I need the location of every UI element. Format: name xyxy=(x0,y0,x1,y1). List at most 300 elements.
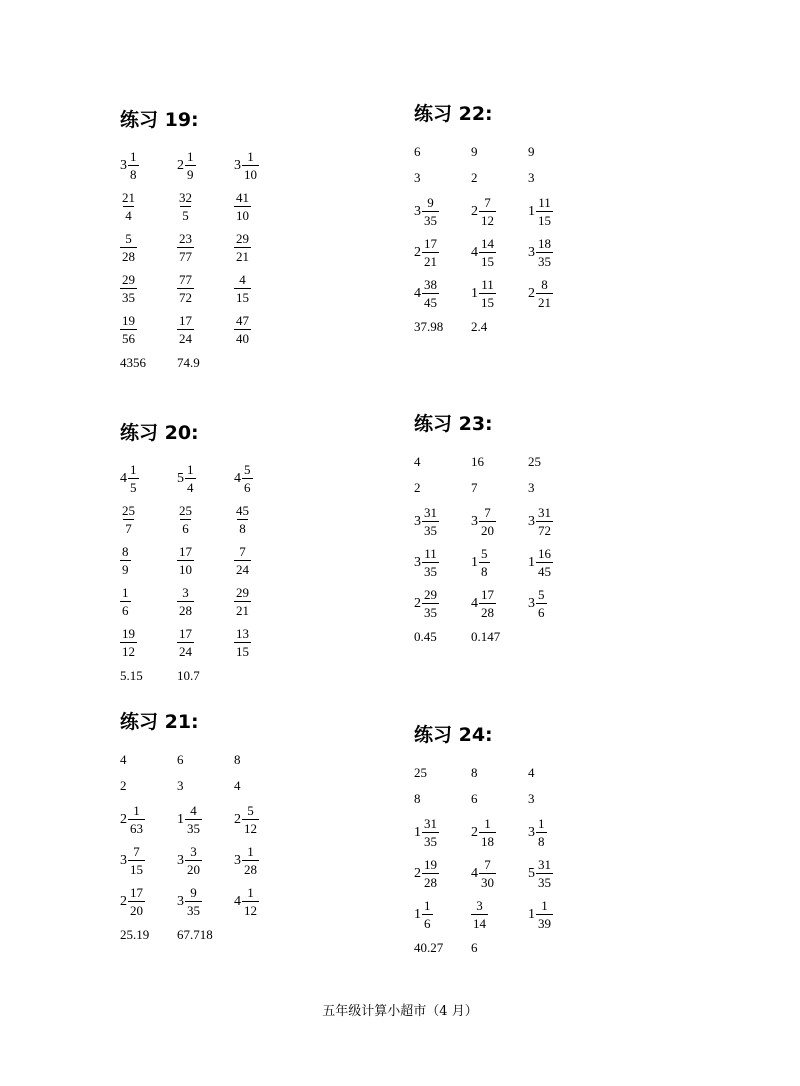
answer-item xyxy=(234,458,253,499)
denominator: 20 xyxy=(187,862,200,877)
denominator: 28 xyxy=(122,249,135,264)
value-row xyxy=(414,314,714,340)
fraction xyxy=(234,272,251,305)
answer-item xyxy=(528,449,541,475)
fraction xyxy=(536,277,553,310)
fraction xyxy=(120,190,137,223)
fraction xyxy=(234,626,251,659)
denominator: 20 xyxy=(130,903,143,918)
denominator: 21 xyxy=(538,295,551,310)
answer-item xyxy=(234,268,251,309)
denominator: 24 xyxy=(236,562,249,577)
whole-number: 4 xyxy=(471,865,478,881)
answer-item xyxy=(471,314,487,340)
denominator: 9 xyxy=(122,562,129,577)
fraction xyxy=(479,236,496,269)
denominator: 15 xyxy=(538,213,551,228)
numerator: 17 xyxy=(179,313,192,328)
answer-value: 4 xyxy=(528,765,535,780)
answer-item xyxy=(471,191,496,232)
fraction-row xyxy=(414,273,714,314)
whole-number: 3 xyxy=(528,824,535,840)
fraction xyxy=(128,885,145,918)
fraction xyxy=(422,816,439,849)
value-row xyxy=(414,449,714,475)
answer-item xyxy=(120,773,127,799)
numerator: 1 xyxy=(187,462,194,477)
whole-number: 4 xyxy=(471,244,478,260)
answer-item xyxy=(177,540,194,581)
fraction xyxy=(177,313,194,346)
answer-item xyxy=(471,501,496,542)
numerator: 38 xyxy=(424,277,437,292)
fraction xyxy=(177,190,194,223)
answer-item xyxy=(177,268,194,309)
answer-item xyxy=(528,853,553,894)
whole-number: 3 xyxy=(120,852,127,868)
denominator: 12 xyxy=(244,903,257,918)
fraction-row xyxy=(414,853,714,894)
answer-value: 4356 xyxy=(120,355,146,370)
whole-number: 3 xyxy=(120,157,127,173)
numerator: 1 xyxy=(424,898,431,913)
fraction xyxy=(536,546,553,579)
answer-item xyxy=(177,622,194,663)
fraction xyxy=(479,277,496,310)
fraction xyxy=(536,816,547,849)
whole-number: 4 xyxy=(414,285,421,301)
fraction-row xyxy=(120,458,420,499)
numerator: 7 xyxy=(484,857,491,872)
fraction xyxy=(479,816,496,849)
answer-item xyxy=(120,840,145,881)
denominator: 4 xyxy=(125,208,132,223)
answer-item xyxy=(234,309,251,350)
whole-number: 3 xyxy=(414,554,421,570)
value-row xyxy=(120,663,420,689)
numerator: 1 xyxy=(133,803,140,818)
whole-number: 4 xyxy=(234,470,241,486)
denominator: 14 xyxy=(473,916,486,931)
denominator: 8 xyxy=(538,834,545,849)
answer-item xyxy=(414,475,421,501)
fraction xyxy=(479,195,496,228)
exercise-19 xyxy=(120,108,420,376)
numerator: 1 xyxy=(247,149,254,164)
numerator: 17 xyxy=(179,626,192,641)
answer-value: 25 xyxy=(528,454,541,469)
answer-value: 8 xyxy=(471,765,478,780)
exercise-20 xyxy=(120,421,420,689)
answer-item xyxy=(528,232,553,273)
answer-value: 7 xyxy=(471,480,478,495)
fraction xyxy=(128,844,145,877)
answer-item xyxy=(120,227,137,268)
fraction xyxy=(536,236,553,269)
answer-item xyxy=(234,747,241,773)
answer-item xyxy=(528,894,553,935)
answer-value: 4 xyxy=(414,454,421,469)
whole-number: 2 xyxy=(414,244,421,260)
fraction xyxy=(177,544,194,577)
whole-number: 5 xyxy=(528,865,535,881)
fraction xyxy=(479,587,496,620)
answer-item xyxy=(120,663,143,689)
fraction-row xyxy=(414,542,714,583)
answer-item xyxy=(120,581,131,622)
answer-value: 9 xyxy=(528,144,535,159)
answer-item xyxy=(414,786,421,812)
numerator: 32 xyxy=(179,190,192,205)
denominator: 63 xyxy=(130,821,143,836)
fraction xyxy=(177,585,194,618)
numerator: 17 xyxy=(130,885,143,900)
fraction xyxy=(242,885,259,918)
whole-number: 4 xyxy=(234,893,241,909)
answer-item xyxy=(471,139,478,165)
answer-item xyxy=(177,581,194,622)
denominator: 35 xyxy=(187,903,200,918)
numerator: 11 xyxy=(538,195,551,210)
numerator: 19 xyxy=(424,857,437,872)
fraction-row xyxy=(120,581,420,622)
denominator: 15 xyxy=(481,295,494,310)
answer-item xyxy=(177,881,202,922)
whole-number: 3 xyxy=(414,513,421,529)
numerator: 25 xyxy=(122,503,135,518)
answer-value: 4 xyxy=(120,752,127,767)
fraction xyxy=(242,462,253,495)
fraction-row xyxy=(414,501,714,542)
denominator: 28 xyxy=(244,862,257,877)
fraction xyxy=(422,898,433,931)
whole-number: 2 xyxy=(120,893,127,909)
answer-item xyxy=(414,760,427,786)
answer-item xyxy=(120,540,131,581)
section-title: 练习 22: xyxy=(414,103,493,125)
fraction-row xyxy=(414,232,714,273)
numerator: 29 xyxy=(236,585,249,600)
whole-number: 3 xyxy=(528,595,535,611)
numerator: 4 xyxy=(239,272,246,287)
fraction xyxy=(422,587,439,620)
numerator: 13 xyxy=(236,626,249,641)
denominator: 10 xyxy=(236,208,249,223)
page-footer: 五年级计算小超市（4 月） xyxy=(322,1004,478,1019)
whole-number: 3 xyxy=(234,157,241,173)
answer-item xyxy=(177,309,194,350)
denominator: 7 xyxy=(125,521,132,536)
numerator: 47 xyxy=(236,313,249,328)
fraction xyxy=(234,313,251,346)
denominator: 15 xyxy=(236,290,249,305)
whole-number: 3 xyxy=(177,893,184,909)
denominator: 6 xyxy=(424,916,431,931)
fraction-row xyxy=(120,799,420,840)
answer-item xyxy=(414,501,439,542)
answer-item xyxy=(120,458,139,499)
answer-item xyxy=(414,894,433,935)
answer-item xyxy=(528,812,547,853)
answer-item xyxy=(471,273,496,314)
whole-number: 2 xyxy=(414,865,421,881)
numerator: 41 xyxy=(236,190,249,205)
answer-value: 2 xyxy=(120,778,127,793)
answer-value: 8 xyxy=(414,791,421,806)
denominator: 35 xyxy=(122,290,135,305)
denominator: 35 xyxy=(424,605,437,620)
fraction xyxy=(185,462,196,495)
answer-value: 16 xyxy=(471,454,484,469)
answer-value: 6 xyxy=(471,791,478,806)
fraction xyxy=(536,857,553,890)
answer-value: 25.19 xyxy=(120,927,150,942)
answer-item xyxy=(234,145,259,186)
answer-item xyxy=(471,935,478,961)
answer-item xyxy=(414,191,439,232)
answer-item xyxy=(528,139,535,165)
answer-item xyxy=(177,227,194,268)
fraction-row xyxy=(120,881,420,922)
fraction xyxy=(185,149,196,182)
answer-item xyxy=(177,799,202,840)
value-row xyxy=(414,624,714,650)
numerator: 31 xyxy=(424,816,437,831)
denominator: 72 xyxy=(179,290,192,305)
answer-item xyxy=(471,583,496,624)
denominator: 6 xyxy=(122,603,129,618)
answer-value: 3 xyxy=(528,791,535,806)
fraction xyxy=(422,505,439,538)
fraction-row xyxy=(120,622,420,663)
answer-item xyxy=(528,583,547,624)
whole-number: 3 xyxy=(414,203,421,219)
fraction xyxy=(422,277,439,310)
fraction-row xyxy=(414,812,714,853)
denominator: 56 xyxy=(122,331,135,346)
answer-value: 8 xyxy=(234,752,241,767)
fraction xyxy=(536,898,553,931)
numerator: 1 xyxy=(247,844,254,859)
denominator: 40 xyxy=(236,331,249,346)
denominator: 6 xyxy=(538,605,545,620)
denominator: 21 xyxy=(236,603,249,618)
fraction xyxy=(422,236,439,269)
answer-value: 2 xyxy=(471,170,478,185)
numerator: 9 xyxy=(190,885,197,900)
numerator: 1 xyxy=(247,885,254,900)
fraction xyxy=(422,857,439,890)
fraction xyxy=(479,505,496,538)
section-title: 练习 23: xyxy=(414,413,493,435)
denominator: 28 xyxy=(179,603,192,618)
answer-item xyxy=(471,232,496,273)
fraction xyxy=(536,195,553,228)
denominator: 8 xyxy=(481,564,488,579)
answer-item xyxy=(177,747,184,773)
denominator: 6 xyxy=(182,521,189,536)
whole-number: 2 xyxy=(177,157,184,173)
answer-item xyxy=(120,309,137,350)
whole-number: 1 xyxy=(414,824,421,840)
numerator: 17 xyxy=(179,544,192,559)
fraction xyxy=(177,231,194,264)
fraction xyxy=(185,885,202,918)
numerator: 1 xyxy=(122,585,129,600)
fraction xyxy=(242,803,259,836)
numerator: 25 xyxy=(179,503,192,518)
numerator: 7 xyxy=(133,844,140,859)
fraction xyxy=(242,149,259,182)
numerator: 11 xyxy=(481,277,494,292)
denominator: 35 xyxy=(424,523,437,538)
denominator: 35 xyxy=(187,821,200,836)
answer-value: 10.7 xyxy=(177,668,200,683)
numerator: 4 xyxy=(190,803,197,818)
answer-item xyxy=(234,840,259,881)
denominator: 10 xyxy=(179,562,192,577)
answer-item xyxy=(234,581,251,622)
denominator: 35 xyxy=(424,834,437,849)
answer-item xyxy=(414,314,443,340)
answer-item xyxy=(528,542,553,583)
fraction xyxy=(120,544,131,577)
denominator: 30 xyxy=(481,875,494,890)
answer-item xyxy=(234,881,259,922)
whole-number: 3 xyxy=(528,244,535,260)
numerator: 3 xyxy=(476,898,483,913)
fraction xyxy=(177,503,194,536)
whole-number: 1 xyxy=(471,285,478,301)
numerator: 1 xyxy=(130,149,137,164)
numerator: 8 xyxy=(541,277,548,292)
answer-item xyxy=(471,624,500,650)
whole-number: 2 xyxy=(471,824,478,840)
numerator: 5 xyxy=(538,587,545,602)
numerator: 19 xyxy=(122,626,135,641)
fraction-row xyxy=(414,191,714,232)
answer-item xyxy=(234,186,251,227)
answer-item xyxy=(414,812,439,853)
answer-item xyxy=(120,186,137,227)
answer-item xyxy=(177,145,196,186)
whole-number: 4 xyxy=(120,470,127,486)
whole-number: 2 xyxy=(234,811,241,827)
answer-item xyxy=(528,786,535,812)
whole-number: 1 xyxy=(528,203,535,219)
denominator: 8 xyxy=(130,167,137,182)
answer-item xyxy=(177,186,194,227)
numerator: 14 xyxy=(481,236,494,251)
answer-value: 3 xyxy=(528,170,535,185)
numerator: 17 xyxy=(481,587,494,602)
denominator: 8 xyxy=(239,521,246,536)
numerator: 31 xyxy=(538,505,551,520)
fraction xyxy=(422,546,439,579)
denominator: 24 xyxy=(179,331,192,346)
fraction xyxy=(185,844,202,877)
answer-item xyxy=(528,273,553,314)
numerator: 1 xyxy=(538,816,545,831)
answer-value: 4 xyxy=(234,778,241,793)
answer-value: 3 xyxy=(528,480,535,495)
fraction xyxy=(120,313,137,346)
value-row xyxy=(120,773,420,799)
answer-item xyxy=(471,894,488,935)
numerator: 16 xyxy=(538,546,551,561)
whole-number: 4 xyxy=(471,595,478,611)
answer-value: 0.45 xyxy=(414,629,437,644)
numerator: 7 xyxy=(239,544,246,559)
numerator: 19 xyxy=(122,313,135,328)
answer-item xyxy=(177,499,194,540)
section-title: 练习 24: xyxy=(414,724,493,746)
answer-item xyxy=(414,624,437,650)
exercise-21 xyxy=(120,710,420,948)
denominator: 72 xyxy=(538,523,551,538)
answer-item xyxy=(177,350,200,376)
fraction-row xyxy=(120,145,420,186)
answer-value: 40.27 xyxy=(414,940,444,955)
answer-item xyxy=(177,840,202,881)
answer-item xyxy=(177,922,213,948)
numerator: 18 xyxy=(538,236,551,251)
fraction xyxy=(471,898,488,931)
answer-item xyxy=(414,273,439,314)
numerator: 1 xyxy=(541,898,548,913)
denominator: 77 xyxy=(179,249,192,264)
numerator: 11 xyxy=(424,546,437,561)
section-title: 练习 21: xyxy=(120,711,199,733)
answer-item xyxy=(120,499,137,540)
answer-item xyxy=(120,268,137,309)
denominator: 45 xyxy=(424,295,437,310)
denominator: 15 xyxy=(236,644,249,659)
denominator: 10 xyxy=(244,167,257,182)
numerator: 5 xyxy=(244,462,251,477)
answer-item xyxy=(414,853,439,894)
answer-item xyxy=(471,449,484,475)
fraction-row xyxy=(120,309,420,350)
answer-item xyxy=(120,922,149,948)
denominator: 15 xyxy=(130,862,143,877)
answer-item xyxy=(414,449,421,475)
answer-value: 3 xyxy=(414,170,421,185)
fraction xyxy=(120,231,137,264)
answer-item xyxy=(414,542,439,583)
denominator: 9 xyxy=(187,167,194,182)
denominator: 24 xyxy=(179,644,192,659)
whole-number: 1 xyxy=(414,906,421,922)
fraction xyxy=(479,857,496,890)
answer-value: 67.718 xyxy=(177,927,213,942)
exercise-24 xyxy=(414,723,714,961)
denominator: 45 xyxy=(538,564,551,579)
fraction-row xyxy=(120,540,420,581)
value-row xyxy=(414,760,714,786)
denominator: 35 xyxy=(538,254,551,269)
denominator: 6 xyxy=(244,480,251,495)
fraction-row xyxy=(120,227,420,268)
denominator: 12 xyxy=(244,821,257,836)
value-row xyxy=(414,475,714,501)
answer-value: 74.9 xyxy=(177,355,200,370)
value-row xyxy=(120,747,420,773)
fraction-row xyxy=(414,894,714,935)
answer-item xyxy=(471,853,496,894)
fraction xyxy=(479,546,490,579)
numerator: 31 xyxy=(538,857,551,872)
